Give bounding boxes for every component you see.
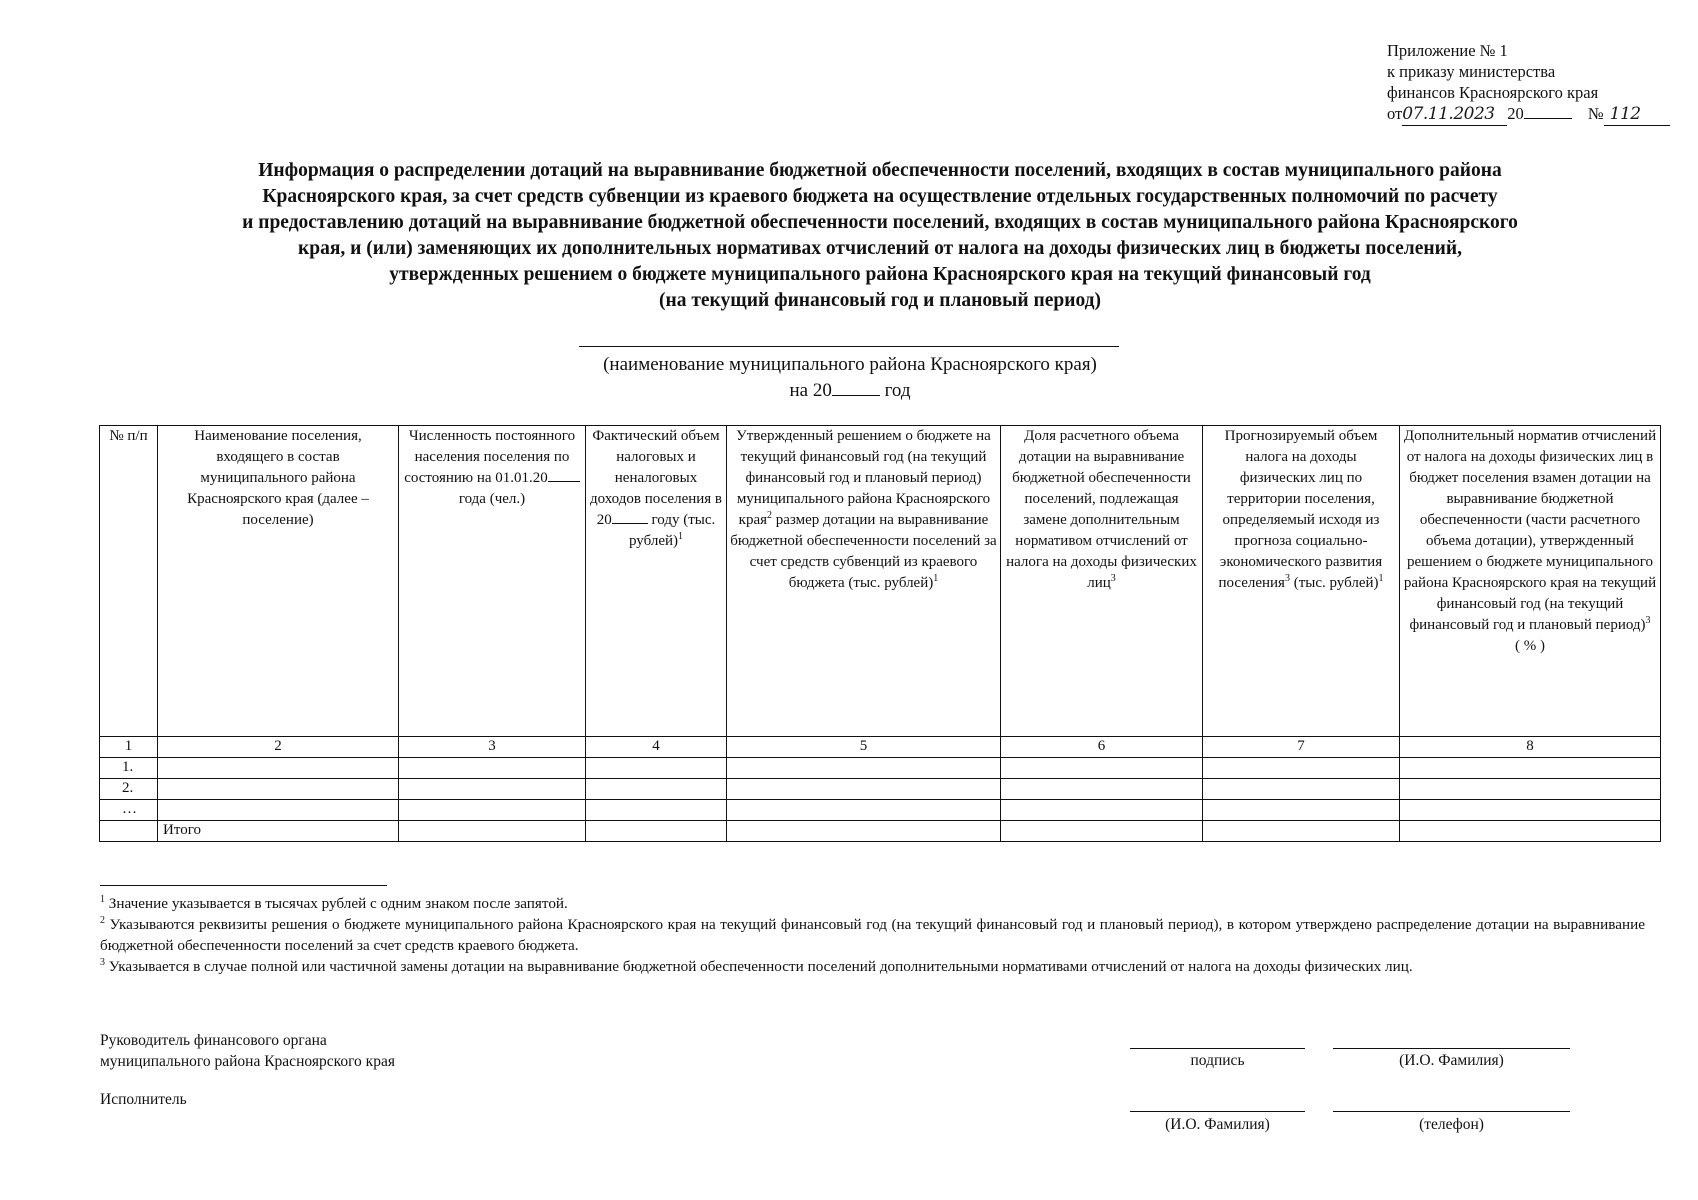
- row-index: 2.: [100, 779, 158, 800]
- table-cell: [158, 800, 399, 821]
- total-label: Итого: [158, 821, 399, 842]
- table-cell: [158, 758, 399, 779]
- table-cell: [1203, 779, 1400, 800]
- appendix-ministry: финансов Красноярского края: [1387, 83, 1599, 102]
- table-cell: [399, 758, 586, 779]
- title-line-2: Красноярского края, за счет средств субвенции из краевого бюджета на осуществление отдельных государственных полномочий по расчету: [262, 186, 1498, 207]
- appendix-header: [1387, 40, 1687, 126]
- table-cell: [1203, 800, 1400, 821]
- column-number: 4: [586, 737, 727, 758]
- table-cell: [586, 800, 727, 821]
- column-number: 5: [727, 737, 1001, 758]
- table-cell: [1400, 821, 1661, 842]
- footnotes: [100, 893, 1645, 977]
- appendix-title: Приложение № 1: [1387, 41, 1508, 60]
- date-prefix: от: [1387, 104, 1403, 123]
- title-line-6: (на текущий финансовый год и плановый период): [658, 290, 1102, 311]
- year-line-suffix: год: [879, 380, 911, 401]
- signatory-name-line: [1333, 1048, 1570, 1049]
- column-number: 3: [399, 737, 586, 758]
- table-cell: [1400, 758, 1661, 779]
- table-cell: [399, 779, 586, 800]
- table-cell: [158, 779, 399, 800]
- municipality-label: (наименование муниципального района Красноярского края): [603, 354, 1097, 375]
- appendix-date-line: [1387, 103, 1687, 126]
- year-line: [560, 378, 1140, 403]
- header-col-5: Утвержденный решением о бюджете на текущий финансовый год (на текущий финансовый год и плановый период) муниципального района Красноярского края$^2$ размер дотации на выравнивание бюджетной обеспеченности поселений за счет средств субвенций из краевого бюджета (тыс. рублей)$^1$: [727, 426, 1001, 737]
- title-line-5: утвержденных решением о бюджете муниципального района Красноярского края на текущий финансовый год: [389, 264, 1371, 285]
- executor-name-line: [1130, 1111, 1305, 1112]
- column-numbers-row: [100, 737, 1661, 758]
- row-index: …: [100, 800, 158, 821]
- table-cell: [1001, 821, 1203, 842]
- column-number: 1: [100, 737, 158, 758]
- row-index: 1.: [100, 758, 158, 779]
- title-line-1: Информация о распределении дотаций на выравнивание бюджетной обеспеченности поселений, входящих в состав муниципального района: [258, 160, 1502, 181]
- caption-signature: подпись: [1190, 1052, 1245, 1069]
- caption-phone: (телефон): [1419, 1116, 1484, 1133]
- table-cell: [586, 821, 727, 842]
- table-cell: [586, 779, 727, 800]
- header-col-8: Дополнительный норматив отчислений от налога на доходы физических лиц в бюджет поселения взамен дотации на выравнивание бюджетной обеспеченности (части расчетного объема дотации), утвержденный решением о бюджете муниципального района Красноярского края на текущий финансовый год (на текущий финансовый год и плановый период)$^3$ ( % ): [1400, 426, 1661, 737]
- number-prefix: №: [1587, 104, 1604, 123]
- column-number: 6: [1001, 737, 1203, 758]
- signatory-line-2: муниципального района Красноярского края: [100, 1053, 395, 1070]
- executor-phone-line: [1333, 1111, 1570, 1112]
- header-col-4: Фактический объем налоговых и неналоговых доходов поселения в 20 году (тыс. рублей)$^1$: [586, 426, 727, 737]
- column-number: 7: [1203, 737, 1400, 758]
- table-cell: [1001, 800, 1203, 821]
- table-cell: [1400, 800, 1661, 821]
- table-cell: [586, 758, 727, 779]
- municipality-name-line: [579, 346, 1119, 347]
- footnote-3: $^3$ Указывается в случае полной или частичной замены дотации на выравнивание бюджетной обеспеченности поселений дополнительными нормативами отчислений от налога на доходы физических лиц.: [100, 957, 1413, 975]
- caption-signatory-name: (И.О. Фамилия): [1399, 1052, 1504, 1069]
- handwritten-date: 07.11.2023: [1402, 104, 1507, 126]
- table-cell: [1203, 821, 1400, 842]
- signatory-line-1: Руководитель финансового органа: [100, 1032, 327, 1049]
- table-row: [100, 779, 1661, 800]
- footnote-1: $^1$ Значение указывается в тысячах рублей с одним знаком после запятой.: [100, 894, 568, 912]
- table-cell: [727, 779, 1001, 800]
- year-prefix: 20: [1507, 104, 1524, 123]
- table-row: [100, 800, 1661, 821]
- table-cell: [727, 758, 1001, 779]
- caption-executor-name: (И.О. Фамилия): [1165, 1116, 1270, 1133]
- signatory-title: [100, 1030, 395, 1072]
- title-line-4: края, и (или) заменяющих их дополнительных нормативах отчислений от налога на доходы физических лиц в бюджеты поселений,: [298, 238, 1462, 259]
- appendix-order: к приказу министерства: [1387, 62, 1556, 81]
- distribution-table: [99, 425, 1661, 842]
- table-cell: [399, 800, 586, 821]
- header-col-3: Численность постоянного населения поселения по состоянию на 01.01.20года (чел.): [399, 426, 586, 737]
- header-col-6: Доля расчетного объема дотации на выравнивание бюджетной обеспеченности поселений, подлежащая замене дополнительным нормативом отчислений от налога на доходы физических лиц$^3$: [1001, 426, 1203, 737]
- table-cell: [727, 800, 1001, 821]
- table-cell: [399, 821, 586, 842]
- column-number: 2: [158, 737, 399, 758]
- table-header-row: [100, 426, 1661, 737]
- title-line-3: и предоставлению дотаций на выравнивание бюджетной обеспеченности поселений, входящих в состав муниципального района Красноярского: [242, 212, 1518, 233]
- document-title: [105, 158, 1655, 314]
- table-cell: [727, 821, 1001, 842]
- executor-label: Исполнитель: [100, 1091, 187, 1108]
- table-cell: [100, 821, 158, 842]
- table-total-row: [100, 821, 1661, 842]
- table-cell: [1203, 758, 1400, 779]
- table-row: [100, 758, 1661, 779]
- table-cell: [1001, 779, 1203, 800]
- header-col-7: Прогнозируемый объем налога на доходы физических лиц по территории поселения, определяемый исходя из прогноза социально-экономического развития поселения$^3$ (тыс. рублей)$^1$: [1203, 426, 1400, 737]
- footnote-2: $^2$ Указываются реквизиты решения о бюджете муниципального района Красноярского края на текущий финансовый год (на текущий финансовый год и плановый период), в котором утверждено распределение дотации на выравнивание бюджетной обеспеченности поселений за счет средств краевого бюджета.: [100, 915, 1645, 954]
- table-cell: [1001, 758, 1203, 779]
- header-col-1: № п/п: [100, 426, 158, 737]
- table-cell: [1400, 779, 1661, 800]
- year-line-prefix: на 20: [789, 380, 832, 401]
- column-number: 8: [1400, 737, 1661, 758]
- signature-line: [1130, 1048, 1305, 1049]
- header-col-2: Наименование поселения, входящего в состав муниципального района Красноярского края (далее – поселение): [158, 426, 399, 737]
- footnote-separator: [100, 885, 387, 886]
- handwritten-number: 112: [1604, 104, 1670, 126]
